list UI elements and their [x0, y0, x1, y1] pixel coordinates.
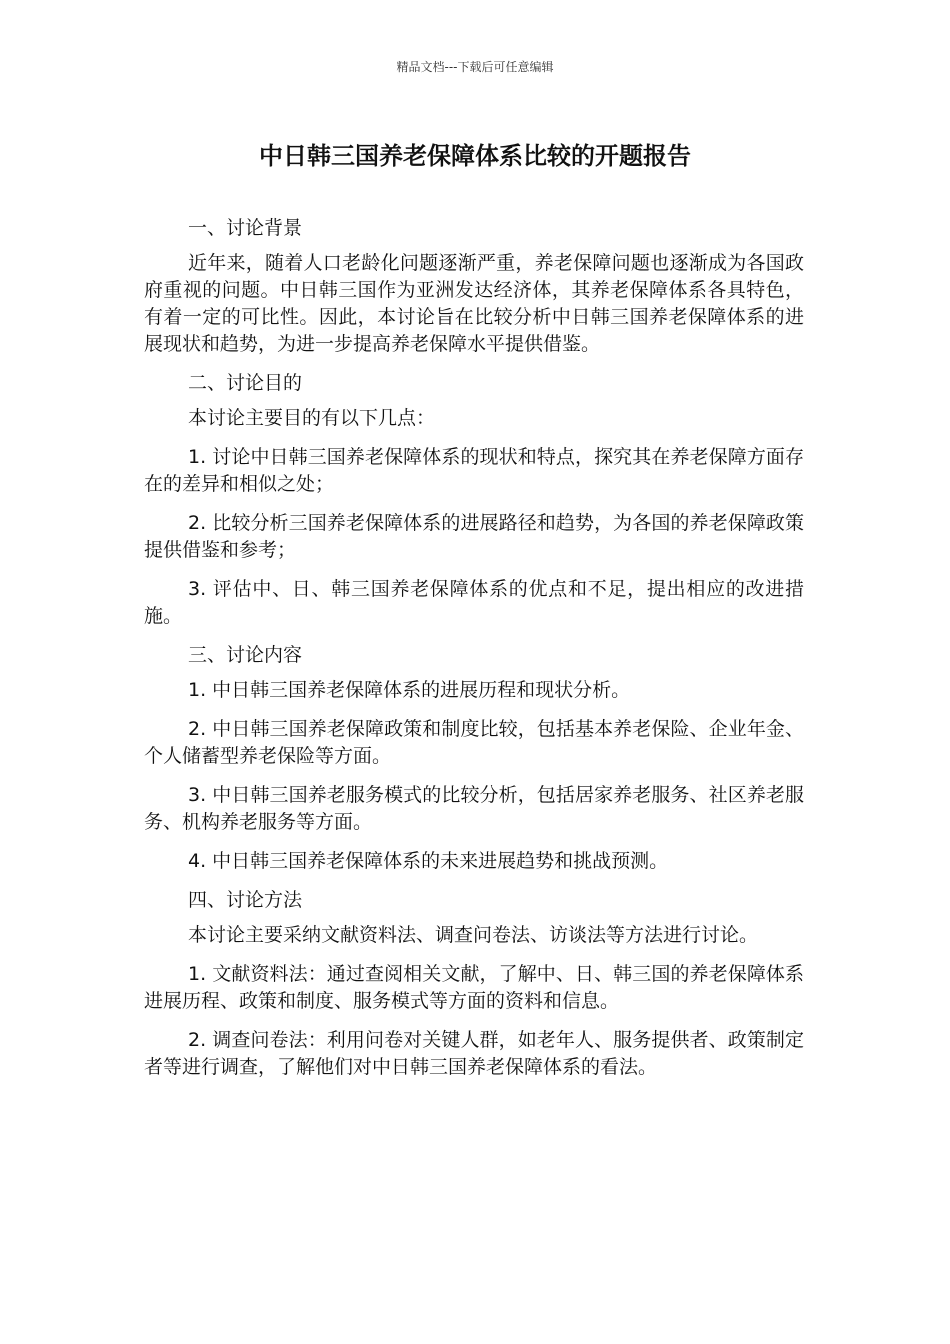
document-title: 中日韩三国养老保障体系比较的开题报告 — [259, 142, 691, 170]
purpose-intro: 本讨论主要目的有以下几点： — [188, 407, 436, 429]
section-heading-method: 四、讨论方法 — [188, 889, 303, 911]
content-item-4: 4. 中日韩三国养老保障体系的未来进展趋势和挑战预测。 — [188, 850, 669, 872]
content-item-3: 3. 中日韩三国养老服务模式的比较分析，包括居家养老服务、社区养老服务、机构养老服务等方面。 — [144, 784, 804, 833]
purpose-item-3: 3. 评估中、日、韩三国养老保障体系的优点和不足，提出相应的改进措施。 — [144, 578, 804, 627]
content-item-2: 2. 中日韩三国养老保障政策和制度比较，包括基本养老保险、企业年金、个人储蓄型养老保险等方面。 — [144, 718, 804, 767]
purpose-item-1: 1. 讨论中日韩三国养老保障体系的现状和特点，探究其在养老保障方面存在的差异和相似之处； — [144, 446, 804, 495]
page-header-note: 精品文档---下载后可任意编辑 — [396, 60, 554, 74]
method-item-2: 2. 调查问卷法：利用问卷对关键人群，如老年人、服务提供者、政策制定者等进行调查，了解他们对中日韩三国养老保障体系的看法。 — [144, 1029, 804, 1078]
method-item-1: 1. 文献资料法：通过查阅相关文献，了解中、日、韩三国的养老保障体系进展历程、政策和制度、服务模式等方面的资料和信息。 — [144, 963, 804, 1012]
document-body — [144, 210, 804, 1093]
method-intro: 本讨论主要采纳文献资料法、调查问卷法、访谈法等方法进行讨论。 — [188, 924, 759, 946]
section-heading-purpose: 二、讨论目的 — [188, 372, 303, 394]
section-heading-background: 一、讨论背景 — [188, 217, 303, 239]
background-paragraph: 近年来，随着人口老龄化问题逐渐严重，养老保障问题也逐渐成为各国政府重视的问题。中日韩三国作为亚洲发达经济体，其养老保障体系各具特色，有着一定的可比性。因此，本讨论旨在比较分析中日韩三国养老保障体系的进展现状和趋势，为进一步提高养老保障水平提供借鉴。 — [144, 252, 804, 355]
purpose-item-2: 2. 比较分析三国养老保障体系的进展路径和趋势，为各国的养老保障政策提供借鉴和参考； — [144, 512, 804, 561]
content-item-1: 1. 中日韩三国养老保障体系的进展历程和现状分析。 — [188, 679, 631, 701]
section-heading-content: 三、讨论内容 — [188, 644, 303, 666]
